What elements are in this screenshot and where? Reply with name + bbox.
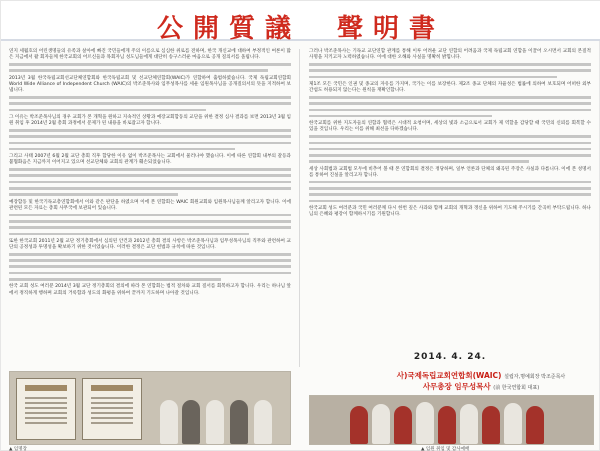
person-figure — [394, 406, 412, 444]
left-paragraph-3: 그 이유는 박조준목사님의 경우 교회가 본 개혁을 원하고 지속적인 상황과 예장교회합동의 교단을 위한 결정 심사 결과를 보면 2013년 3월 임원 취임 후 2014년 2월 총회 과정에서 문제가 된 내용을 바로잡고자 합니다. — [9, 114, 291, 127]
left-paragraph-7: 한국 교회 성도 여러분 2014년 3월 교단 정기총회의 결의에 따라 본 연합회는 법적 절차와 교회 질서를 회복하고자 합니다. 우리는 하나님 앞에서 정직하게 행하며 교회의 거룩함과 성도의 화평을 위하여 끝까지 기도하며 나아갈 것입니다. — [9, 284, 291, 296]
right-column — [309, 49, 591, 220]
ceremony-photo — [309, 395, 594, 445]
person-figure — [526, 406, 544, 444]
person-figure — [438, 406, 456, 444]
text-lines — [9, 129, 291, 150]
right-paragraph-5: 한국교회 성도 여러분과 국민 여러분께 다시 한번 깊은 사과와 함께 교회의 개혁과 갱신을 위하여 기도해 주시기를 간곡히 부탁드립니다. 하나님의 은혜와 평강이 함께하시기를 기원합니다. — [309, 205, 591, 218]
left-paragraph-6: 또한 한국교회 2011년 2월 교단 정기총회에서 심의된 안건과 2012년 총회 결의 사항은 박조준목사님과 임무성목사님의 직무와 관련하여 교단의 공정성과 투명성을 확보하기 위한 것이었습니다. 이러한 결정은 교단 헌법과 규칙에 따른 것입니다. — [9, 238, 291, 251]
left-column — [9, 49, 291, 298]
person-figure — [416, 402, 434, 444]
photo-caption-right: ▲ 임원 취임 및 감사예배 — [421, 447, 470, 451]
signature-secretary — [361, 382, 600, 393]
person-figure — [206, 400, 224, 444]
text-lines — [9, 96, 291, 111]
column-divider — [299, 49, 300, 367]
signature-secretary-name: 사무총장 임무성목사 — [422, 382, 491, 391]
text-lines — [309, 63, 591, 78]
left-paragraph-5: 예장합동 및 한국기독교총연합회에서 이와 같은 판단을 하였으며 이에 본 연합회는 WAIC 회원교회와 임원목사님들께 알리고자 합니다. 이에 관련된 모든 자료는 총회 사무국에 보관되어 있습니다. — [9, 199, 291, 211]
text-lines — [9, 253, 291, 281]
person-figure — [482, 406, 500, 444]
signature-secretary-sub: (前 한국연합회 대표) — [493, 385, 540, 391]
text-lines — [309, 96, 591, 117]
text-lines — [9, 63, 291, 72]
signature-block — [361, 371, 600, 393]
person-figure — [504, 403, 522, 444]
right-paragraph-2: 제1조 모든 국민은 인권 및 종교의 자유를 가지며, 국가는 이를 보장한다. 제2조 종교 단체의 자율성은 법률에 의하여 보호되며 어떠한 외부 간섭도 허용되지 않는다는 원칙을 재확인합니다. — [309, 81, 591, 94]
right-paragraph-4: 세상 사회법과 교회법 모두에 비추어 볼 때 본 연합회의 결정은 정당하며, 일부 언론과 단체의 왜곡된 주장은 사실과 다릅니다. 이에 본 성명서를 통하여 진실을 알리고자 합니다. — [309, 166, 591, 178]
text-lines — [309, 181, 591, 202]
person-figure — [460, 404, 478, 444]
signature-org-sub: 설립자,명예회장 박조준목사 — [504, 374, 566, 380]
certificate-image — [82, 378, 142, 440]
certificate-photo — [9, 371, 291, 445]
text-lines — [9, 214, 291, 235]
person-figure — [254, 400, 272, 444]
text-lines — [309, 135, 591, 163]
document-title: 公開質議 聲明書 — [156, 14, 445, 44]
text-lines — [9, 168, 291, 196]
person-figure — [372, 404, 390, 444]
certificate-image — [16, 378, 76, 440]
signature-org-name: 사)국제독립교회연합회(WAIC) — [396, 371, 502, 380]
person-figure — [182, 400, 200, 444]
left-paragraph-1: 연지 세월호의 어린생명들의 유족과 살아에 빠진 국민들에게 주의 이름으로 심심한 위로를 전하며, 한국 개신교에 대하여 부정적인 여론이 많은 지금에서 왈 회자들께 한국교회의 어르신들과 목회자님 성도님들에게 대단히 송구스러운 마음으로 공개 질의서를 올립니다. — [9, 49, 291, 61]
title-band — [1, 1, 600, 44]
right-paragraph-3: 한국교회를 위한 지도자들의 연합과 협력은 시대적 요청이며, 세상의 빛과 소금으로서 교회가 제 역할을 감당할 때 국민의 신뢰를 회복할 수 있을 것입니다. 우리는 이를 위해 최선을 다하겠습니다. — [309, 121, 591, 133]
person-figure — [230, 400, 248, 444]
person-figure — [160, 400, 178, 444]
statement-date: 2014. 4. 24. — [413, 352, 487, 362]
left-paragraph-4: 그리고 사태 2007년 6월 2월 교단 총회 직후 합당한 이유 없이 박조준목사는 교회에서 물러나야 했습니다. 이에 따른 연합회 내부의 갈등과 불협화음은 지금까지 이어지고 있으며 선교단체와 교회의 관계가 훼손되었습니다. — [9, 154, 291, 166]
right-paragraph-1: 그러나 박조준목사는 기독교 교단연합 관계를 통해 이루 어려운 교단 연합의 어려움과 국제 독립교회 연합을 이끌어 오시면서 교회의 본질적 사명을 지키고자 노력하였습니다. 이에 대한 오해와 사실을 명확히 밝힙니다. — [309, 49, 591, 61]
signature-org — [361, 371, 600, 382]
photo-caption-left: ▲ 임명장 — [9, 447, 27, 451]
left-paragraph-2: 2013년 3월 한국독립교회선교단체연합회와 한국독립교회 및 선교단체연합회(WAIC)가 연합하여 출범하였습니다. 국제 독립교회연합회 World Wide Alliance of Independent Church (WAIC)의 박조준목사와 임무성목사를 세운 임원목사님을 공개질의서의 뜻을 지적하여 보냅니다. — [9, 75, 291, 94]
person-figure — [350, 406, 368, 444]
